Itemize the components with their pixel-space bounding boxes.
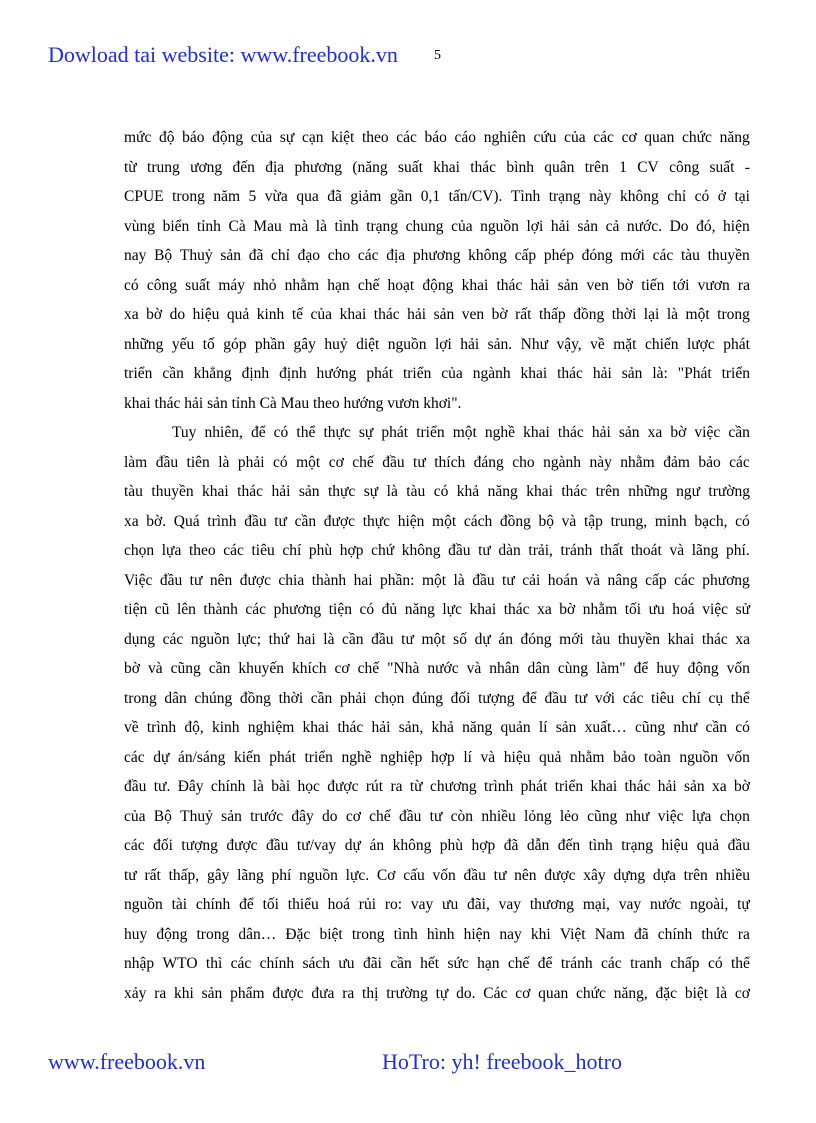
- text-line: về trình độ, kinh nghiệm khai thác hải sản, khả năng quản lí sản xuất… cũng như cần có: [124, 719, 750, 736]
- footer-website-link[interactable]: www.freebook.vn: [48, 1049, 206, 1074]
- text-line: các dự án/sáng kiến phát triển nghề nghiệp hợp lí và hiệu quả nhằm bảo toàn nguồn vốn: [124, 748, 750, 766]
- text-line: các đối tượng được đầu tư/vay dự án không phù hợp đã dẫn đến tình trạng hiệu quả đầu: [124, 837, 750, 854]
- text-line: trong dân chúng đồng thời cần phải chọn đúng đối tượng để đầu tư với các tiêu chí cụ thể: [124, 689, 750, 707]
- text-line: Việc đầu tư nên được chia thành hai phần: một là đầu tư cải hoán và nâng cấp các phương: [124, 571, 750, 589]
- text-line: nay Bộ Thuỷ sản đã chỉ đạo cho các địa phương không cấp phép đóng mới các tàu thuyền: [124, 247, 750, 264]
- paragraph: [124, 123, 750, 418]
- text-line: có công suất máy nhỏ nhằm hạn chế hoạt động khai thác hải sản ven bờ tiến tới vươn ra: [124, 276, 750, 294]
- document-body: [124, 123, 750, 1008]
- text-line: tàu thuyền khai thác hải sản thực sự là tàu có khả năng khai thác trên những ngư trường: [124, 483, 750, 500]
- text-line: xa bờ. Quá trình đầu tư cần được thực hiện một cách đồng bộ và tập trung, minh bạch, có: [124, 512, 750, 530]
- text-line: Tuy nhiên, để có thể thực sự phát triển một nghề khai thác hải sản xa bờ việc cần: [172, 424, 750, 441]
- text-line: tiện cũ lên thành các phương tiện có đủ năng lực khai thác xa bờ nhằm tối ưu hoá việc sử: [124, 601, 750, 618]
- text-line: nguồn tài chính để tối thiểu hoá rủi ro: vay ưu đãi, vay thương mại, vay nước ngoài, tự: [124, 896, 750, 913]
- text-line: triển cần khẳng định định hướng phát triển của ngành khai thác hải sản là: "Phát triển: [124, 365, 750, 382]
- text-line: của Bộ Thuỷ sản trước đây do cơ chế đầu tư còn nhiều lỏng lẻo cũng như việc lựa chọn: [124, 807, 750, 825]
- footer-support-link[interactable]: HoTro: yh! freebook_hotro: [382, 1049, 622, 1074]
- text-line: làm đầu tiên là phải có một cơ chế đầu tư thích đáng cho ngành này nhằm đảm bảo các: [124, 453, 750, 471]
- text-line: từ trung ương đến địa phương (năng suất khai thác bình quân trên 1 CV công suất -: [124, 158, 750, 176]
- text-line: dụng các nguồn lực; thứ hai là cần đầu tư một số dự án đóng mới tàu thuyền khai thác xa: [124, 630, 750, 648]
- text-line: những yếu tố góp phần gây huỷ diệt nguồn lợi hải sản. Như vậy, về mặt chiến lược phát: [124, 335, 750, 353]
- text-line: huy động trong dân… Đặc biệt trong tình hình hiện nay khi Việt Nam đã chính thức ra: [124, 925, 750, 943]
- text-line: mức độ báo động của sự cạn kiệt theo các báo cáo nghiên cứu của các cơ quan chức năng: [124, 129, 750, 146]
- text-line: chọn lựa theo các tiêu chí phù hợp chứ không đầu tư dàn trải, tránh thất thoát và lãng phí.: [124, 542, 750, 559]
- header-website-link[interactable]: Dowload tai website: www.freebook.vn: [48, 42, 398, 67]
- text-line: bờ và cũng cần khuyến khích cơ chế "Nhà nước và nhân dân cùng làm" để huy động vốn: [124, 660, 750, 677]
- text-line: đầu tư. Đây chính là bài học được rút ra từ chương trình phát triển khai thác hải sản xa bờ: [124, 778, 750, 795]
- page-number: 5: [434, 48, 441, 63]
- text-line: xảy ra khi sản phẩm được đưa ra thị trường tự do. Các cơ quan chức năng, đặc biệt là cơ: [124, 984, 750, 1002]
- text-line: khai thác hải sản tỉnh Cà Mau theo hướng vươn khơi".: [124, 394, 462, 412]
- text-line: tư rất thấp, gây lãng phí nguồn lực. Cơ cấu vốn đầu tư nên được xây dựng dựa trên nhiều: [124, 866, 750, 884]
- text-line: CPUE trong năm 5 vừa qua đã giảm gần 0,1 tấn/CV). Tình trạng này không chỉ có ở tại: [124, 188, 750, 205]
- text-line: nhập WTO thì các chính sách ưu đãi cần hết sức hạn chế để tránh các tranh chấp có thể: [124, 955, 750, 972]
- paragraph: [124, 418, 750, 1008]
- text-line: xa bờ do hiệu quả kinh tế của khai thác hải sản ven bờ rất thấp đồng thời lại là một trong: [124, 306, 750, 323]
- text-line: vùng biển tỉnh Cà Mau mà là tình trạng chung của nguồn lợi hải sản cả nước. Do đó, hiện: [124, 217, 750, 235]
